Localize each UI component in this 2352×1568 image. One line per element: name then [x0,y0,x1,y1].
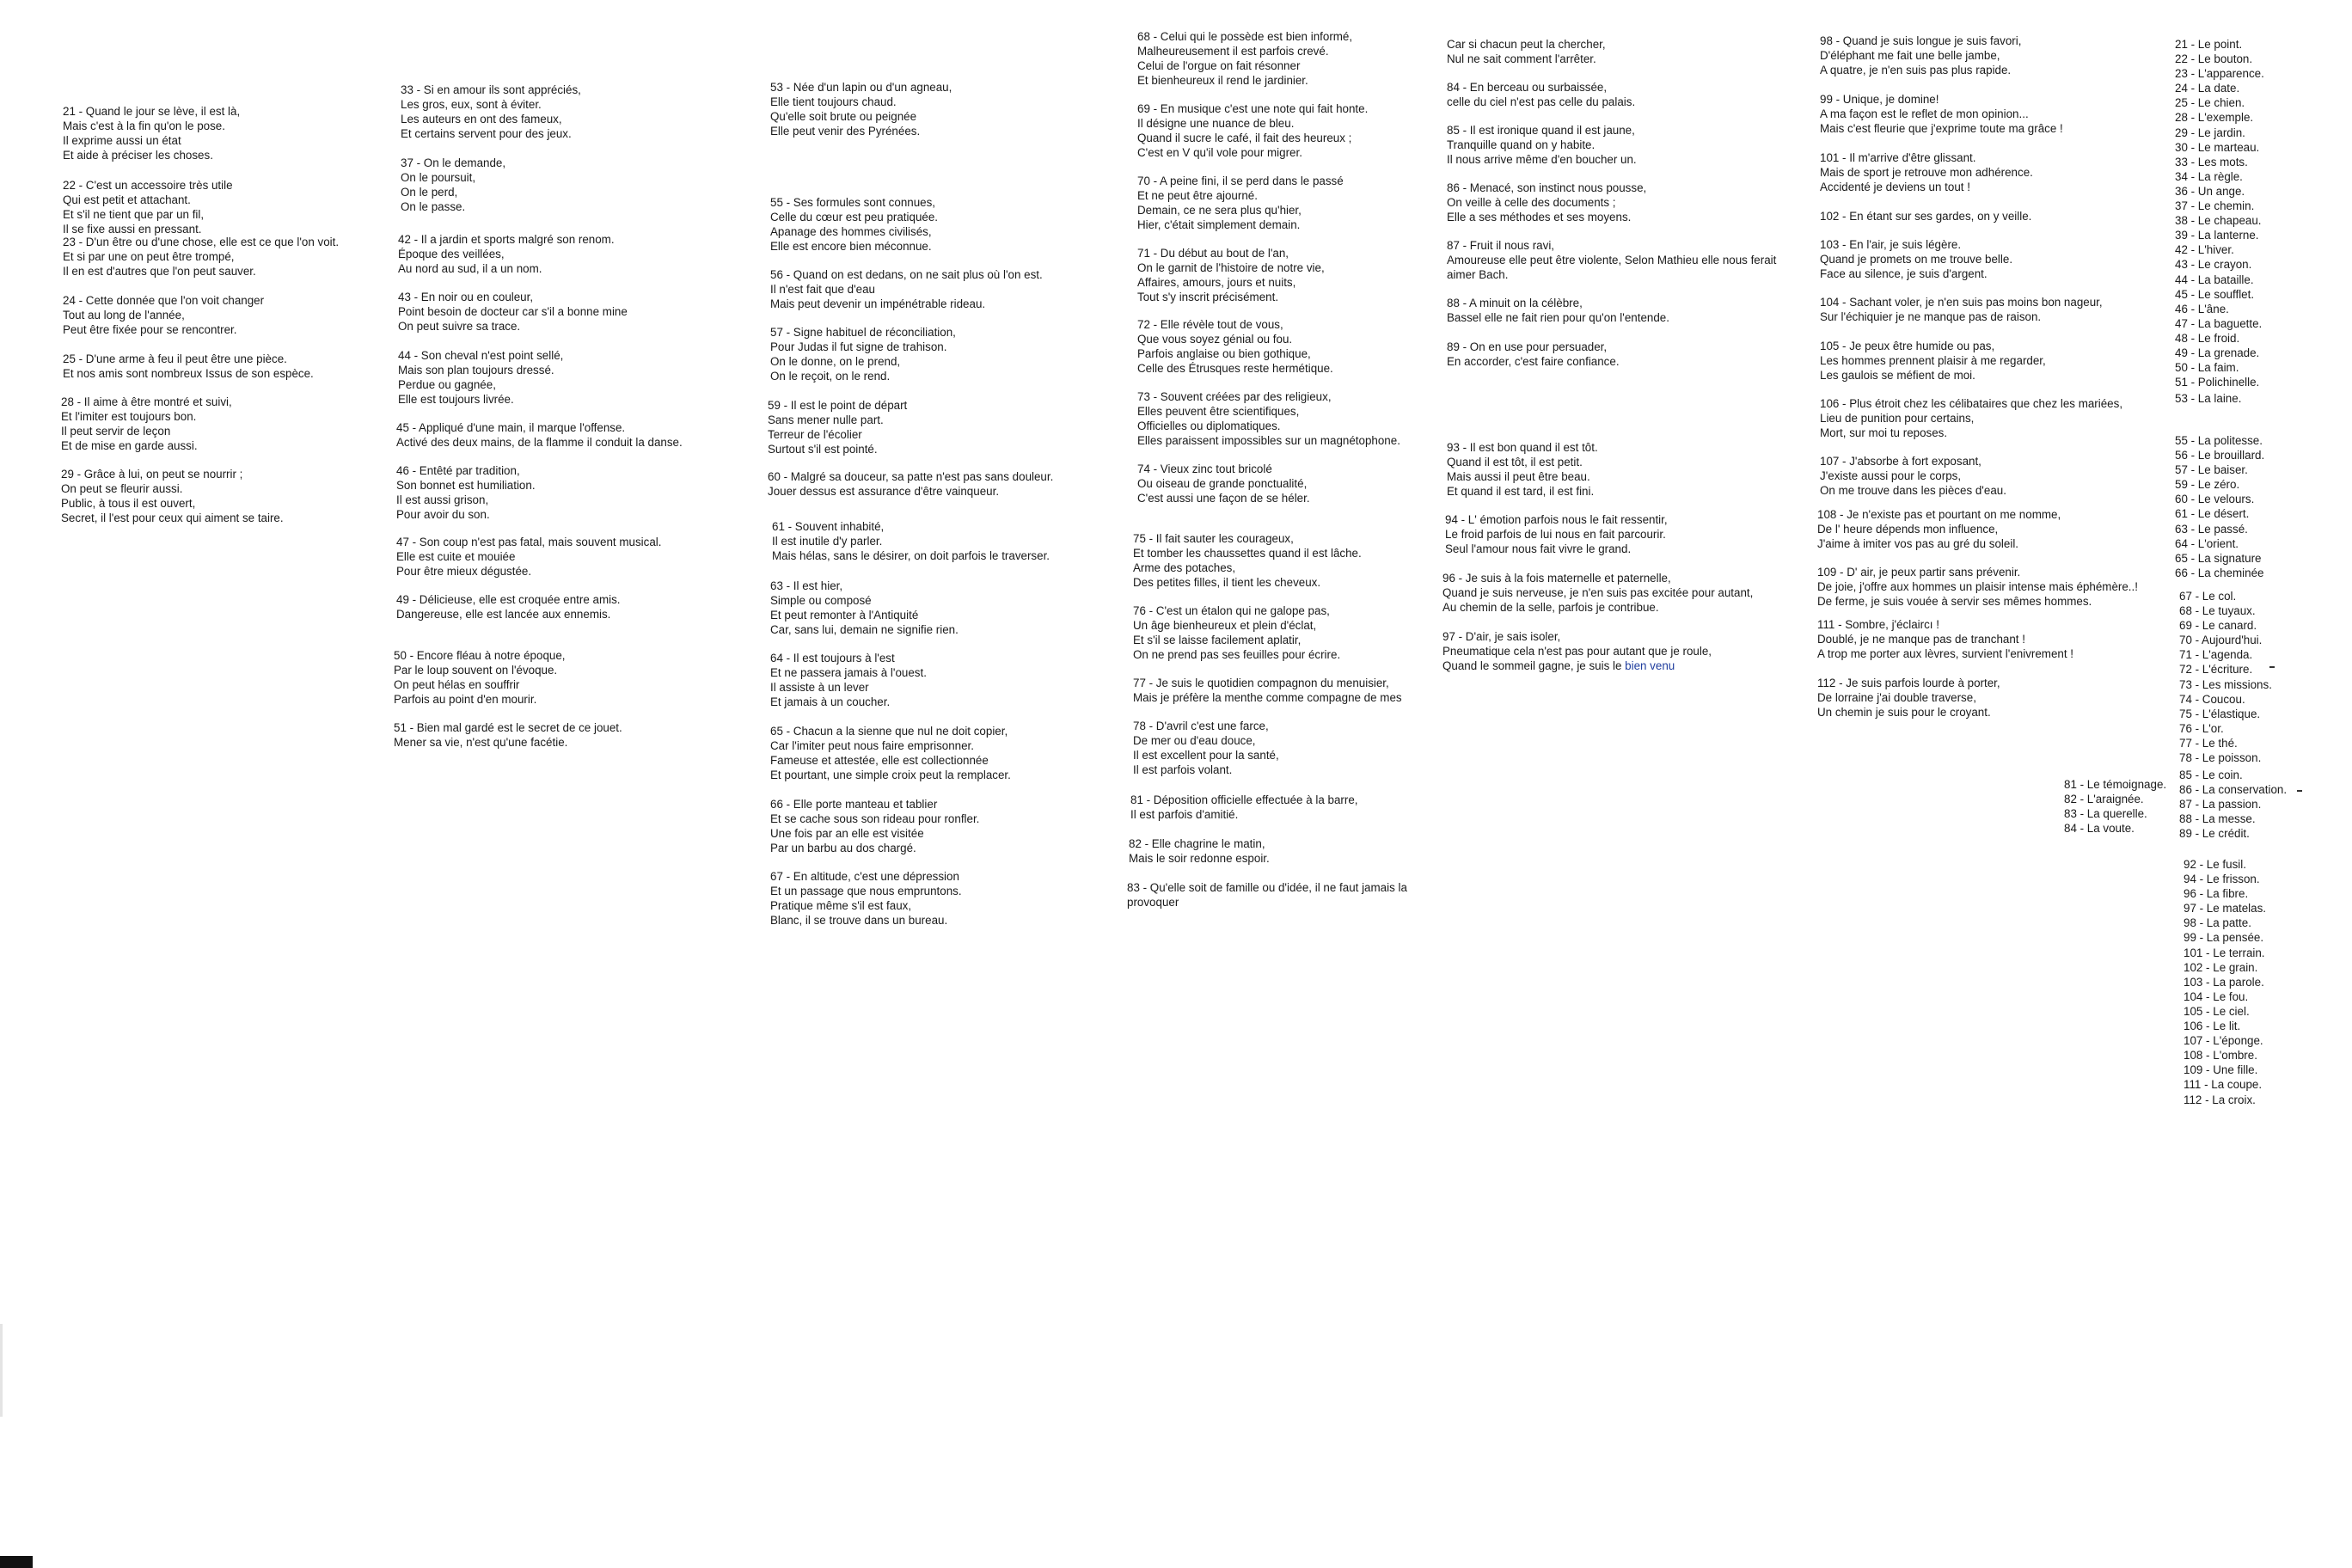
riddle-72: 72 - Elle révèle tout de vous, Que vous soyez génial ou fou. Parfois anglaise ou bien gothique, Celle des Étrusques reste hermétique. [1137,318,1333,375]
riddle-65: 65 - Chacun a la sienne que nul ne doit copier, Car l'imiter peut nous faire emprisonner. Fameuse et attestée, elle est collectionnée Et pourtant, une simple croix peut la remplacer. [770,725,1011,781]
riddle-47: 47 - Son coup n'est pas fatal, mais souvent musical. Elle est cuite et mouiée Pour être mieux dégustée. [396,536,662,578]
riddle-64: 64 - Il est toujours à l'est Et ne passera jamais à l'ouest. Il assiste à un lever Et jamais à un coucher. [770,652,927,708]
riddle-63: 63 - Il est hier, Simple ou composé Et peut remonter à l'Antiquité Car, sans lui, demain ne signifie rien. [770,579,959,636]
riddle-29: 29 - Grâce à lui, on peut se nourrir ; On peut se fleurir aussi. Public, à tous il est ouvert, Secret, il l'est pour ceux qui aiment se taire. [61,468,284,524]
riddle-76: 76 - C'est un étalon qui ne galope pas, Un âge bienheureux et plein d'éclat, Et s'il se laisse facilement aplatir, On ne prend pas ses feuilles pour écrire. [1133,604,1341,661]
riddle-56: 56 - Quand on est dedans, on ne sait plus où l'on est. Il n'est fait que d'eau Mais peut devenir un impénétrable rideau. [770,268,1043,310]
riddle-97-text: 97 - D'air, je sais isoler, Pneumatique cela n'est pas pour autant que je roule, Quand le sommeil gagne, je suis le [1442,630,1712,672]
riddle-33: 33 - Si en amour ils sont appréciés, Les gros, eux, sont à éviter. Les auteurs en ont des fameux, Et certains servent pour des jeux. [401,83,581,140]
riddle-46: 46 - Entêté par tradition, Son bonnet est humiliation. Il est aussi grison, Pour avoir du son. [396,464,536,521]
riddle-25: 25 - D'une arme à feu il peut être une pièce. Et nos amis sont nombreux Issus de son espèce. [63,352,314,380]
riddle-85: 85 - Il est ironique quand il est jaune, Tranquille quand on y habite. Il nous arrive même d'en boucher un. [1447,124,1637,166]
riddle-105: 105 - Je peux être humide ou pas, Les hommes prennent plaisir à me regarder, Les gaulois se méfient de moi. [1820,340,2046,382]
riddle-73: 73 - Souvent créées par des religieux, Elles peuvent être scientifiques, Officielles ou diplomatiques. Elles paraissent impossibles sur un magnétophone. [1137,390,1400,447]
riddle-51: 51 - Bien mal gardé est le secret de ce jouet. Mener sa vie, n'est qu'une facétie. [394,721,622,749]
answers-92-112: 92 - Le fusil. 94 - Le frisson. 96 - La fibre. 97 - Le matelas. 98 - La patte. 99 - La pensée. 101 - Le terrain. 102 - Le grain. 103 - La parole. 104 - Le fou. 105 - Le ciel. 106 - Le lit. 107 - L'éponge. 108 - L'ombre. 109 - Une fille. 111 - La coupe. 112 - La croix. [2184,858,2267,1106]
answers-85-89: 85 - Le coin. 86 - La conservation. 87 - La passion. 88 - La messe. 89 - Le crédit. [2179,769,2288,841]
riddle-101: 101 - Il m'arrive d'être glissant. Mais de sport je retrouve mon adhérence. Accidenté je deviens un tout ! [1820,151,2033,193]
riddle-87: 87 - Fruit il nous ravi, Amoureuse elle peut être violente, Selon Mathieu elle nous ferait aimer Bach. [1447,239,1777,281]
riddle-49: 49 - Délicieuse, elle est croquée entre amis. Dangereuse, elle est lancée aux ennemis. [396,593,621,621]
riddle-28: 28 - Il aime à être montré et suivi, Et l'imiter est toujours bon. Il peut servir de leçon Et de mise en garde aussi. [61,395,232,452]
riddle-60: 60 - Malgré sa douceur, sa patte n'est pas sans douleur. Jouer dessus est assurance d'être vainqueur. [768,470,1054,498]
riddle-103: 103 - En l'air, je suis légère. Quand je promets on me trouve belle. Face au silence, je suis d'argent. [1820,238,2013,280]
riddle-75: 75 - Il fait sauter les courageux, Et tomber les chaussettes quand il est lâche. Arme des potaches, Des petites filles, il tient les cheveux. [1133,532,1362,589]
answers-55-66: 55 - La politesse. 56 - Le brouillard. 57 - Le baiser. 59 - Le zéro. 60 - Le velours. 61 - Le désert. 63 - Le passé. 64 - L'orient. 65 - La signature 66 - La cheminée [2175,434,2265,579]
riddle-98: 98 - Quand je suis longue je suis favori, D'éléphant me fait une belle jambe, A quatre, je n'en suis pas plus rapide. [1820,34,2022,77]
riddle-70: 70 - A peine fini, il se perd dans le passé Et ne peut être ajourné. Demain, ce ne sera plus qu'hier, Hier, c'était simplement demain. [1137,175,1344,231]
riddle-69: 69 - En musique c'est une note qui fait honte. Il désigne une nuance de bleu. Quand il sucre le café, il fait des heureux ; C'est en V qu'il vole pour migrer. [1137,102,1369,159]
riddle-84: 84 - En berceau ou surbaissée, celle du ciel n'est pas celle du palais. [1447,81,1636,108]
riddle-57: 57 - Signe habituel de réconciliation, Pour Judas il fut signe de trahison. On le donne, on le prend, On le reçoit, on le rend. [770,326,956,383]
riddle-108: 108 - Je n'existe pas et pourtant on me nomme, De l' heure dépends mon influence, J'aime à imiter vos pas au gré du soleil. [1817,508,2061,550]
riddle-21: 21 - Quand le jour se lève, il est là, Mais c'est à la fin qu'on le pose. Il exprime aussi un état Et aide à préciser les choses. [63,105,241,162]
riddle-88: 88 - A minuit on la célèbre, Bassel elle ne fait rien pour qu'on l'entende. [1447,297,1669,324]
riddle-68: 68 - Celui qui le possède est bien informé, Malheureusement il est parfois crevé. Celui de l'orgue on fait résonner Et bienheureux il rend le jardinier. [1137,30,1353,87]
riddle-89: 89 - On en use pour persuader, En accorder, c'est faire confiance. [1447,340,1620,368]
riddle-77: 77 - Je suis le quotidien compagnon du menuisier, Mais je préfère la menthe comme compagne de mes [1133,677,1402,704]
riddle-66: 66 - Elle porte manteau et tablier Et se cache sous son rideau pour ronfler. Une fois par an elle est visitée Par un barbu au dos chargé. [770,798,980,854]
riddle-24: 24 - Cette donnée que l'on voit changer Tout au long de l'année, Peut être fixée pour se rencontrer. [63,294,265,336]
riddle-107: 107 - J'absorbe à fort exposant, J'existe aussi pour le corps, On me trouve dans les pièces d'eau. [1820,455,2006,497]
riddle-45: 45 - Appliqué d'une main, il marque l'offense. Activé des deux mains, de la flamme il conduit la danse. [396,421,683,449]
riddle-59: 59 - Il est le point de départ Sans mener nulle part. Terreur de l'écolier Surtout s'il est pointé. [768,399,908,456]
riddle-22: 22 - C'est un accessoire très utile Qui est petit et attachant. Et s'il ne tient que par un fil, Il se fixe aussi en pressant. [63,179,233,236]
riddle-42: 42 - Il a jardin et sports malgré son renom. Époque des veillées, Au nord au sud, il a un nom. [398,233,615,275]
riddle-71: 71 - Du début au bout de l'an, On le garnit de l'histoire de notre vie, Affaires, amours, jours et nuits, Tout s'y inscrit précisément. [1137,247,1325,303]
riddle-55: 55 - Ses formules sont connues, Celle du cœur est peu pratiquée. Apanage des hommes civilisés, Elle est encore bien méconnue. [770,196,939,253]
riddle-106: 106 - Plus étroit chez les célibataires que chez les mariées, Lieu de punition pour certains, Mort, sur moi tu reposes. [1820,397,2123,439]
riddle-97-handwritten: bien venu [1625,659,1675,672]
riddle-81: 81 - Déposition officielle effectuée à la barre, Il est parfois d'amitié. [1130,793,1358,821]
answers-67-78: 67 - Le col. 68 - Le tuyaux. 69 - Le canard. 70 - Aujourd'hui. 71 - L'agenda. 72 - L'écriture. 73 - Les missions. 74 - Coucou. 75 - L'élastique. 76 - L'or. 77 - Le thé. 78 - Le poisson. [2179,590,2272,765]
riddle-44: 44 - Son cheval n'est point sellé, Mais son plan toujours dressé. Perdue ou gagnée, Elle est toujours livrée. [398,349,564,406]
riddle-53: 53 - Née d'un lapin ou d'un agneau, Elle tient toujours chaud. Qu'elle soit brute ou peignée Elle peut venir des Pyrénées. [770,81,952,138]
riddle-43: 43 - En noir ou en couleur, Point besoin de docteur car s'il a bonne mine On peut suivre sa trace. [398,291,628,333]
riddle-99: 99 - Unique, je domine! A ma façon est le reflet de mon opinion... Mais c'est fleurie que j'exprime toute ma grâce ! [1820,93,2063,135]
riddle-67: 67 - En altitude, c'est une dépression Et un passage que nous empruntons. Pratique même s'il est faux, Blanc, il se trouve dans un bureau. [770,870,962,927]
riddle-112: 112 - Je suis parfois lourde à porter, De lorraine j'ai double traverse, Un chemin je suis pour le croyant. [1817,677,2000,719]
riddle-23: 23 - D'un être ou d'une chose, elle est ce que l'on voit. Et si par une on peut être trompé, Il en est d'autres que l'on peut sauver. [63,236,340,278]
riddle-86: 86 - Menacé, son instinct nous pousse, On veille à celle des documents ; Elle a ses méthodes et ses moyens. [1447,181,1647,224]
riddle-82: 82 - Elle chagrine le matin, Mais le soir redonne espoir. [1129,837,1270,865]
scan-corner-mark [0,1556,33,1568]
riddle-102: 102 - En étant sur ses gardes, on y veille. [1820,210,2032,223]
riddle-61: 61 - Souvent inhabité, Il est inutile d'y parler. Mais hélas, sans le désirer, on doit parfois le traverser. [772,520,1050,562]
riddle-111: 111 - Sombre, j'éclaircı ! Doublé, je ne manque pas de tranchant ! A trop me porter aux lèvres, survient l'enivrement ! [1817,618,2074,660]
riddle-96: 96 - Je suis à la fois maternelle et paternelle, Quand je suis nerveuse, je n'en suis pas excitée pour autant, Au chemin de la selle, parfois je contribue. [1442,572,1754,614]
riddle-83-continued: Car si chacun peut la chercher, Nul ne sait comment l'arrêter. [1447,38,1606,65]
answer-53: 53 - La laine. [2175,392,2242,405]
riddle-97 [1442,629,1712,673]
riddle-83: 83 - Qu'elle soit de famille ou d'idée, il ne faut jamais la provoquer [1127,881,1407,909]
riddle-109: 109 - D' air, je peux partir sans prévenir. De joie, j'offre aux hommes un plaisir intense mais éphémère..! De ferme, je suis vouée à servir ses mêmes hommes. [1817,566,2138,608]
margin-dash [2269,666,2275,668]
riddle-94: 94 - L' émotion parfois nous le fait ressentir, Le froid parfois de lui nous en fait parcourir. Seul l'amour nous fait vivre le grand. [1445,513,1668,555]
riddle-50: 50 - Encore fléau à notre époque, Par le loup souvent on l'évoque. On peut hélas en souffrir Parfois au point d'en mourir. [394,649,566,706]
margin-dash [2297,790,2302,792]
riddle-78: 78 - D'avril c'est une farce, De mer ou d'eau douce, Il est excellent pour la santé, Il est parfois volant. [1133,720,1279,776]
answers-21-51: 21 - Le point. 22 - Le bouton. 23 - L'apparence. 24 - La date. 25 - Le chien. 28 - L'exemple. 29 - Le jardin. 30 - Le marteau. 33 - Les mots. 34 - La règle. 36 - Un ange. 37 - Le chemin. 38 - Le chapeau. 39 - La lanterne. 42 - L'hiver. 43 - Le crayon. 44 - La bataille. 45 - Le soufflet. 46 - L'âne. 47 - La baguette. 48 - Le froid. 49 - La grenade. 50 - La faim. 51 - Polichinelle. [2175,38,2264,389]
riddle-37: 37 - On le demande, On le poursuit, On le perd, On le passe. [401,156,506,213]
riddle-93: 93 - Il est bon quand il est tôt. Quand il est tôt, il est petit. Mais aussi il peut être beau. Et quand il est tard, il est fini. [1447,441,1598,498]
answers-81-84: 81 - Le témoignage. 82 - L'araignée. 83 - La querelle. 84 - La voute. [2064,778,2167,836]
riddle-74: 74 - Vieux zinc tout bricolé Ou oiseau de grande ponctualité, C'est aussi une façon de se héler. [1137,462,1310,505]
scan-edge-line [0,1324,3,1417]
riddle-104: 104 - Sachant voler, je n'en suis pas moins bon nageur, Sur l'échiquier je ne manque pas de raison. [1820,296,2103,323]
